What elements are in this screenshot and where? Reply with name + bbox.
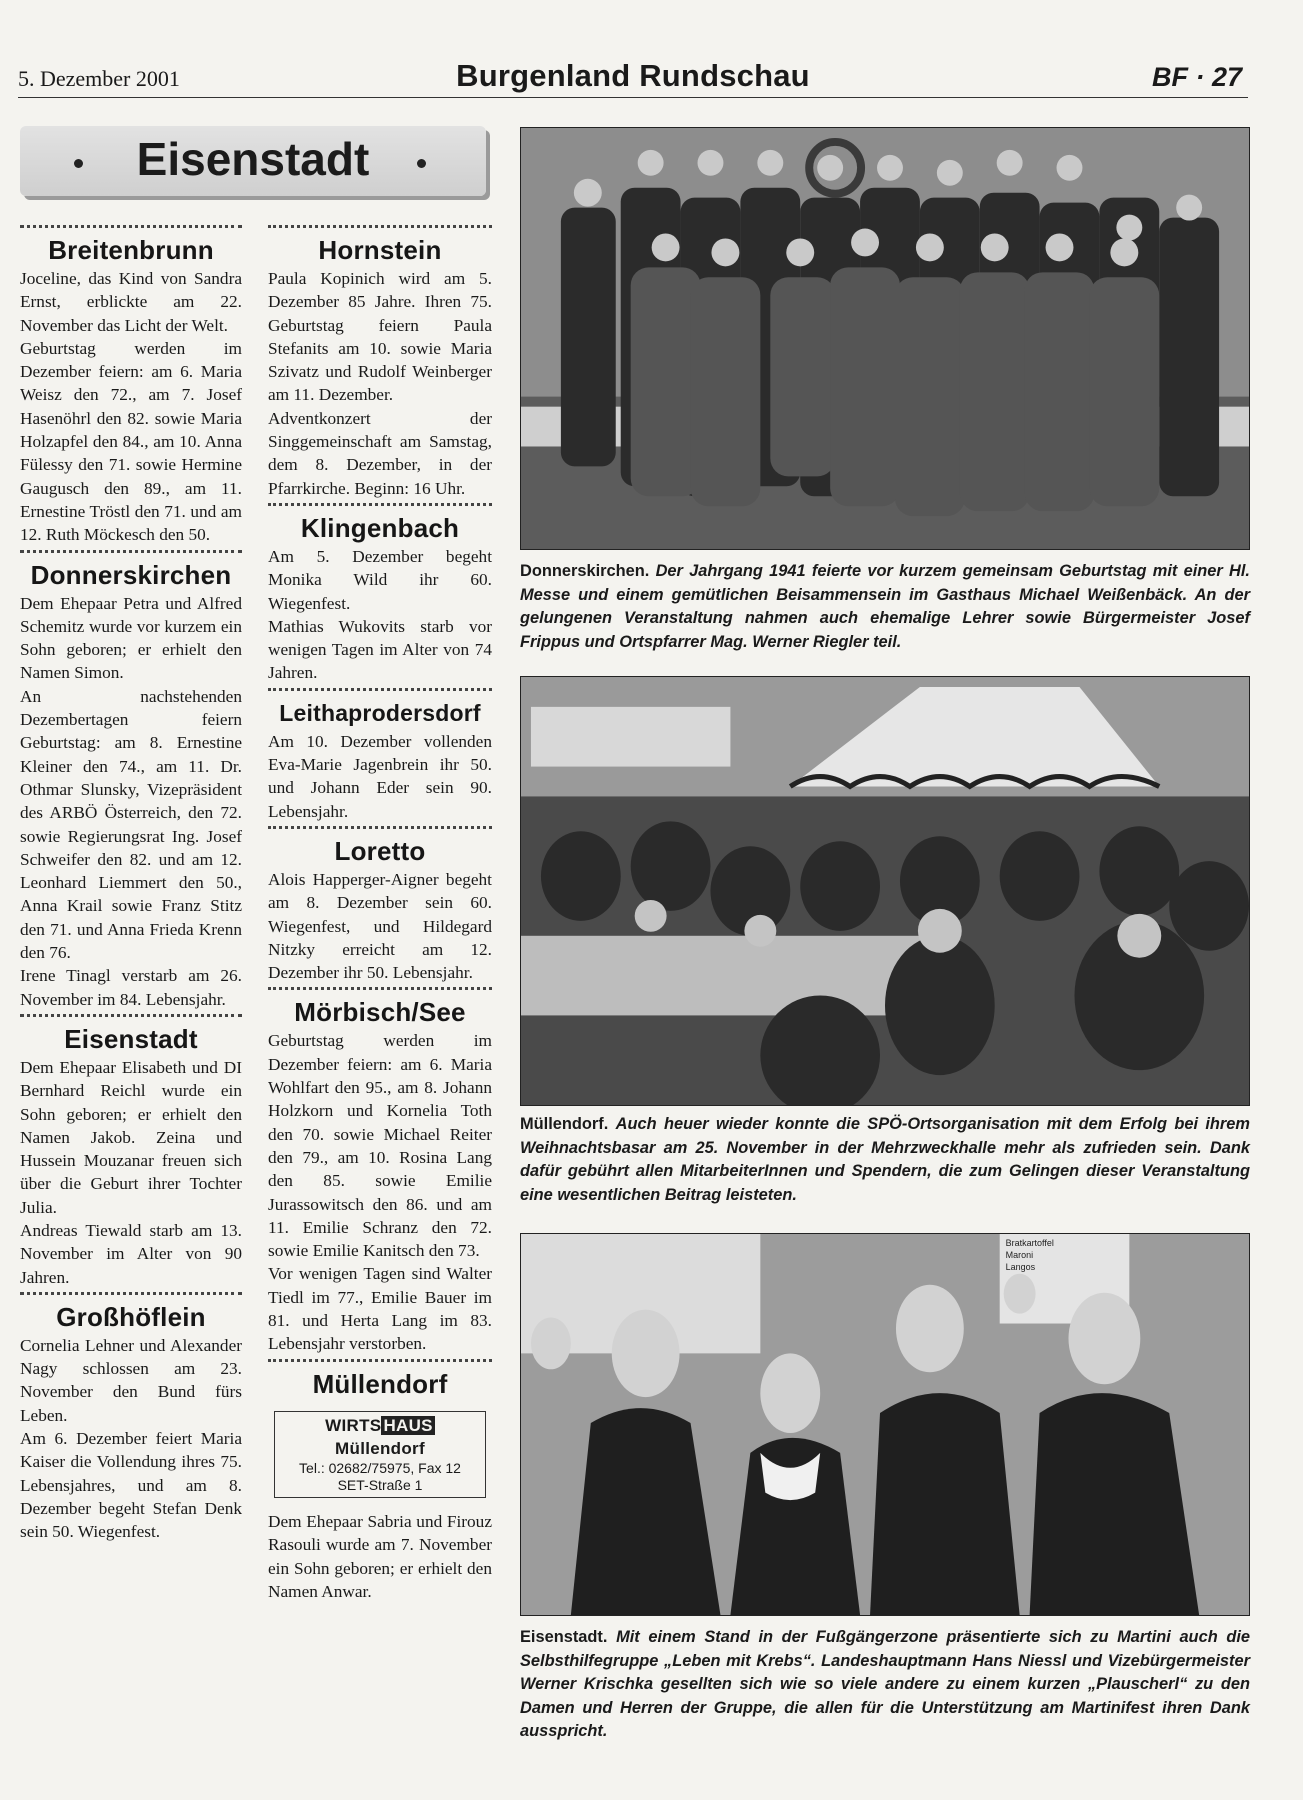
booth-sign-text: Maroni bbox=[1005, 1249, 1034, 1260]
section-heading: Großhöflein bbox=[56, 1301, 206, 1332]
paragraph: An nachstehenden Dezembertagen feiern Geburtstag: am 8. Ernestine Kleiner den 74., am 11. Dr. Othmar Slunsky, Vizepräsident des ARBÖ Österreich, den 72. sowie Regierungsrat Ing. Josef Schweifer den 82. und am 12. Leonhard Liemmert den 50., Anna Krail sowie Franz Stitz den 71. und Anna Frieda Krenn den 76. bbox=[20, 686, 242, 963]
news-column-left bbox=[20, 222, 242, 1546]
paragraph: Paula Kopinich wird am 5. Dezember 85 Jahre. Ihren 75. Geburtstag feiern Paula Stefanits am 10. sowie Maria Szivatz und Rudolf Weinberger am 11. Dezember. bbox=[268, 269, 492, 405]
bullet-icon bbox=[417, 159, 426, 168]
paragraph: Dem Ehepaar Elisabeth und DI Bernhard Reichl wurde ein Sohn geboren; er erhielt den Namen Jakob. Zeina und Hussein Mouzanar freuen sich über die Geburt ihrer Tochter Julia. bbox=[20, 1057, 242, 1217]
photo-caption bbox=[520, 560, 1250, 654]
paragraph: Joceline, das Kind von Sandra Ernst, erblickte am 22. November das Licht der Welt. bbox=[20, 269, 242, 335]
page-header bbox=[18, 56, 1248, 98]
paragraph: Adventkonzert der Singgemeinschaft am Samstag, dem 8. Dezember, in der Pfarrkirche. Beginn: 16 Uhr. bbox=[268, 408, 492, 498]
caption-text: Mit einem Stand in der Fußgängerzone präsentierte sich zu Martini auch die Selbsthilfegruppe „Leben mit Krebs“. Landeshauptmann Hans Niessl und Vizebürgermeister Werner Krischka gesellten sich wie so viele andere zu einem kurzen „Plauscherl“ zu den Damen und Herren der Gruppe, die allen für die Unterstützung am Martinifest ihren Dank ausspricht. bbox=[520, 1628, 1250, 1740]
caption-text: Auch heuer wieder konnte die SPÖ-Ortsorganisation mit dem Erfolg bei ihrem Weihnachtsbasar am 25. November in der Mehrzweckhalle mehr als zufrieden sein. Dank dafür gebührt allen MitarbeiterInnen und Spendern, die zum Gelingen dieser Veranstaltung eine wesentlichen Beitrag leisteten. bbox=[520, 1115, 1250, 1204]
region-title: Eisenstadt bbox=[136, 133, 370, 185]
issue-date: 5. Dezember 2001 bbox=[18, 66, 180, 91]
caption-place: Müllendorf. bbox=[520, 1115, 609, 1133]
paragraph: Cornelia Lehner und Alexander Nagy schlossen am 23. November den Bund fürs Leben. bbox=[20, 1335, 242, 1425]
paragraph: Andreas Tiewald starb am 13. November im Alter von 90 Jahren. bbox=[20, 1220, 242, 1287]
booth-sign-text: Langos bbox=[1005, 1261, 1036, 1272]
dotted-divider bbox=[20, 1014, 242, 1018]
dotted-divider bbox=[268, 225, 492, 229]
photo-caption bbox=[520, 1626, 1250, 1744]
caption-text: Der Jahrgang 1941 feierte vor kurzem gemeinsam Geburtstag mit einer Hl. Messe und einem gemütlichen Beisammensein im Gasthaus Michael Weißenbäck. An der gelungenen Veranstaltung nahmen auch ehemalige Lehrer sowie Bürgermeister Josef Frippus und Ortspfarrer Mag. Werner Riegler teil. bbox=[520, 562, 1250, 651]
ad-phone: Tel.: 02682/75975, Fax 12 bbox=[299, 1460, 461, 1477]
dotted-divider bbox=[20, 1292, 242, 1296]
group-photo-image bbox=[521, 128, 1249, 549]
dotted-divider bbox=[268, 987, 492, 991]
paragraph: Geburtstag werden im Dezember feiern: am 6. Maria Wohlfart den 95., am 8. Johann Holzkorn und Kornelia Toth den 70. sowie Michael Reiter den 79., am 10. Rosina Lang den 85. sowie Emilie Jurassowitsch den 86. und am 11. Emilie Schranz den 72. sowie Emilie Kanitsch den 73. bbox=[268, 1031, 492, 1261]
dotted-divider bbox=[268, 503, 492, 507]
paragraph: Alois Happerger-Aigner begeht am 8. Dezember sein 60. Wiegenfest, und Hildegard Nitzky erreicht am 12. Dezember ihr 50. Lebensjahr. bbox=[268, 869, 492, 983]
photo-caption bbox=[520, 1113, 1250, 1207]
section-heading: Müllendorf bbox=[312, 1368, 448, 1399]
street-photo bbox=[520, 1233, 1250, 1616]
hall-photo bbox=[520, 676, 1250, 1106]
newspaper-title: Burgenland Rundschau bbox=[456, 58, 810, 93]
hall-photo-image bbox=[521, 677, 1249, 1105]
dotted-divider bbox=[268, 1359, 492, 1363]
advertisement-box bbox=[274, 1411, 486, 1499]
section-heading: Leithaprodersdorf bbox=[279, 699, 481, 726]
ad-name-part: Müllendorf bbox=[335, 1438, 425, 1458]
group-photo bbox=[520, 127, 1250, 550]
section-heading: Eisenstadt bbox=[64, 1023, 198, 1054]
section-heading: Hornstein bbox=[318, 235, 442, 265]
news-column-middle bbox=[268, 222, 492, 1605]
section-breitenbrunn bbox=[20, 233, 242, 547]
paragraph: Irene Tinagl verstarb am 26. November im 84. Lebensjahr. bbox=[20, 966, 242, 1009]
section-heading: Loretto bbox=[334, 835, 426, 866]
paragraph: Am 5. Dezember begeht Monika Wild ihr 60. Wiegenfest. bbox=[268, 546, 492, 613]
section-donnerskirchen bbox=[20, 558, 242, 1011]
paragraph: Dem Ehepaar Sabria und Firouz Rasouli wurde am 7. November ein Sohn geboren; er erhielt den Namen Anwar. bbox=[268, 1512, 492, 1602]
ad-restaurant-name bbox=[281, 1414, 479, 1461]
page-number: BF · 27 bbox=[1151, 62, 1242, 92]
section-heading: Mörbisch/See bbox=[294, 997, 466, 1028]
section-heading: Donnerskirchen bbox=[30, 559, 232, 590]
paragraph: Am 10. Dezember vollenden Eva-Marie Jagenbrein ihr 50. und Johann Eder sein 90. Lebensjahr. bbox=[268, 731, 492, 821]
caption-place: Donnerskirchen. bbox=[520, 562, 650, 580]
paragraph: Dem Ehepaar Petra und Alfred Schemitz wurde vor kurzem ein Sohn geboren; er erhielt den Namen Simon. bbox=[20, 593, 242, 683]
paragraph: Vor wenigen Tagen sind Walter Tiedl im 77., Emilie Bauer im 81. und Herta Lang im 83. Lebensjahr verstorben. bbox=[268, 1264, 492, 1354]
paragraph: Am 6. Dezember feiert Maria Kaiser die Vollendung ihres 75. Lebensjahres, und am 8. Dezember begeht Stefan Denk sein 50. Wiegenfest. bbox=[20, 1429, 242, 1542]
section-heading: Klingenbach bbox=[300, 512, 460, 543]
section-hornstein bbox=[268, 233, 492, 500]
dotted-divider bbox=[20, 225, 242, 229]
paragraph: Geburtstag werden im Dezember feiern: am 6. Maria Weisz den 72., am 7. Josef Hasenöhrl den 82. sowie Maria Holzapfel den 84., am 10. Anna Fülessy den 71. sowie Hermine Gaugusch den 89., am 11. Ernestine Tröstl den 71. und am 12. Ruth Möckesch den 50. bbox=[20, 338, 242, 545]
street-photo-image bbox=[521, 1234, 1249, 1615]
dotted-divider bbox=[268, 688, 492, 692]
section-eisenstadt bbox=[20, 1022, 242, 1289]
section-grosshoeflein bbox=[20, 1300, 242, 1544]
region-banner bbox=[20, 126, 486, 196]
section-heading: Breitenbrunn bbox=[48, 235, 214, 265]
ad-name-part: WIRTS bbox=[325, 1415, 382, 1435]
section-loretto bbox=[268, 834, 492, 984]
section-leithaprodersdorf bbox=[268, 696, 492, 823]
dotted-divider bbox=[20, 550, 242, 554]
booth-sign-text: Bratkartoffel bbox=[1005, 1237, 1054, 1248]
section-moerbisch bbox=[268, 995, 492, 1355]
caption-place: Eisenstadt. bbox=[520, 1628, 608, 1646]
ad-address: SET-Straße 1 bbox=[337, 1477, 423, 1494]
paragraph: Mathias Wukovits starb vor wenigen Tagen im Alter von 74 Jahren. bbox=[268, 616, 492, 683]
ad-name-part: HAUS bbox=[383, 1415, 433, 1435]
section-klingenbach bbox=[268, 511, 492, 685]
section-muellendorf bbox=[268, 1367, 492, 1604]
dotted-divider bbox=[268, 826, 492, 830]
